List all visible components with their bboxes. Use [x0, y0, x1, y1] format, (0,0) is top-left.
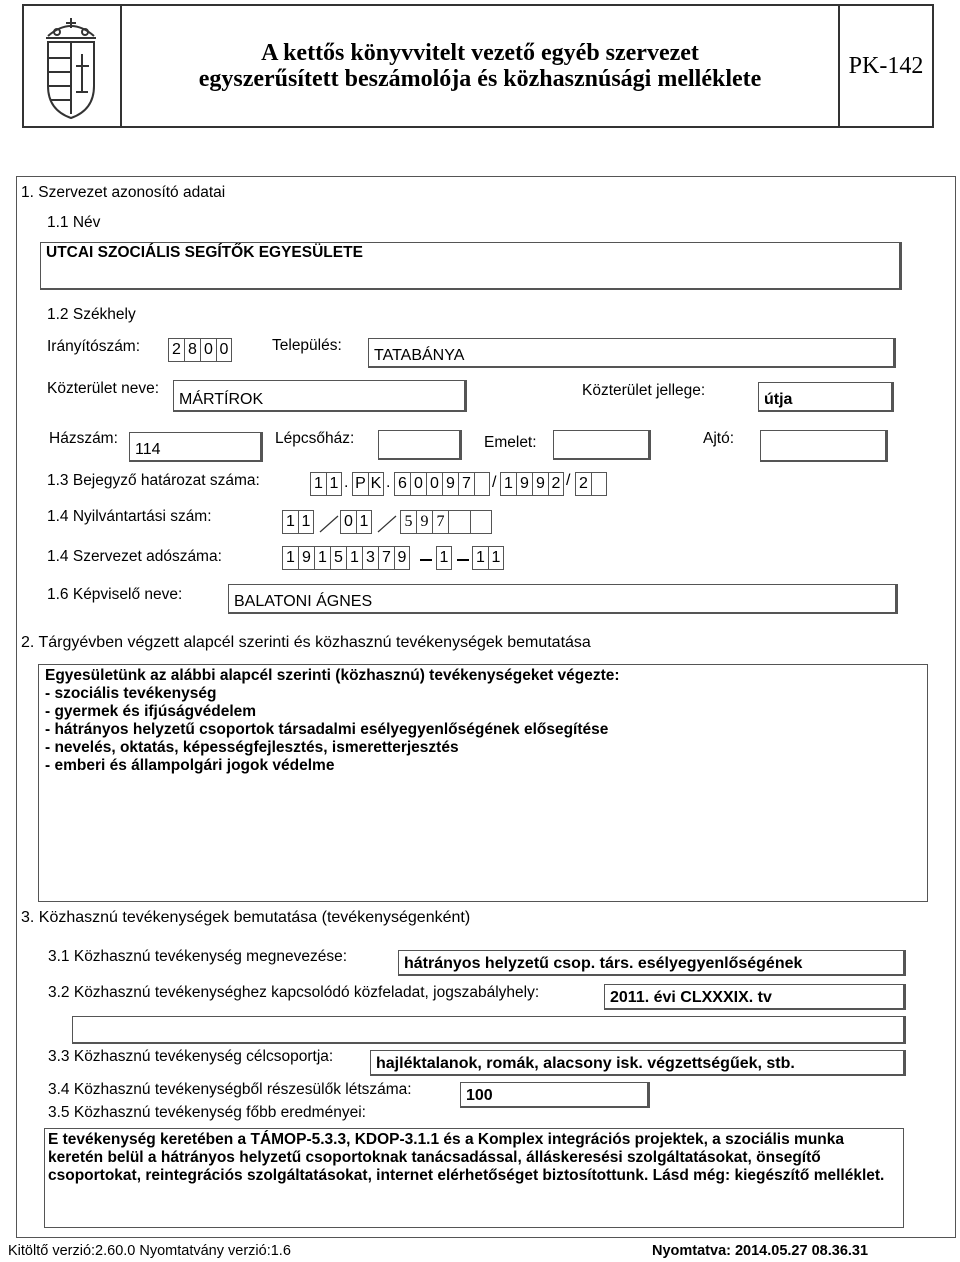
house-number-field[interactable]: 114 [129, 432, 263, 462]
tax-digit[interactable]: 5 [330, 546, 346, 570]
activity-name-label: 3.1 Közhasznú tevékenység megnevezése: [48, 948, 347, 965]
target-group-field[interactable]: hajléktalanok, romák, alacsony isk. végzettségűek, stb. [370, 1050, 906, 1076]
activities-line: - gyermek és ifjúságvédelem [45, 703, 257, 720]
house-number-label: Házszám: [49, 430, 118, 447]
coat-of-arms-logo [24, 6, 122, 126]
zip-digit[interactable]: 0 [200, 338, 216, 362]
reg-char[interactable]: P [352, 472, 368, 496]
activities-line: - emberi és állampolgári jogok védelme [45, 757, 335, 774]
reg-digit[interactable]: 9 [442, 472, 458, 496]
activities-line: - szociális tevékenység [45, 685, 217, 702]
representative-field[interactable]: BALATONI ÁGNES [228, 584, 898, 614]
door-label: Ajtó: [703, 430, 735, 447]
city-field[interactable]: TATABÁNYA [368, 338, 896, 368]
name-field[interactable]: UTCAI SZOCIÁLIS SEGÍTŐK EGYESÜLETE [40, 242, 902, 290]
records-part-a[interactable] [282, 510, 314, 534]
beneficiaries-count-label: 3.4 Közhasznú tevékenységből részesülők létszáma: [48, 1081, 412, 1098]
floor-label: Emelet: [484, 434, 537, 451]
main-results-label: 3.5 Közhasznú tevékenység főbb eredményei: [48, 1104, 366, 1121]
reg-separator: . [344, 474, 349, 491]
zip-digit[interactable]: 2 [168, 338, 184, 362]
reg-char[interactable]: K [368, 472, 384, 496]
records-part-b[interactable] [340, 510, 372, 534]
form-title [122, 6, 840, 126]
footer-print-date: Nyomtatva: 2014.05.27 08.36.31 [652, 1243, 869, 1259]
zip-digit[interactable]: 0 [216, 338, 232, 362]
records-slash-icon [376, 508, 398, 536]
records-digit[interactable]: 0 [340, 510, 356, 534]
name-label: 1.1 Név [47, 214, 101, 231]
reg-digit[interactable]: 1 [310, 472, 326, 496]
reg-digit[interactable]: 2 [548, 472, 564, 496]
tax-part-c[interactable] [472, 546, 504, 570]
reg-digit[interactable]: 1 [500, 472, 516, 496]
records-digit[interactable]: 7 [432, 510, 448, 534]
records-digit[interactable]: 1 [298, 510, 314, 534]
form-header [22, 4, 934, 128]
activities-line: Egyesületünk az alábbi alapcél szerinti (közhasznú) tevékenységeket végezte: [45, 667, 620, 684]
reg-part-d[interactable] [500, 472, 564, 496]
tax-part-a[interactable] [282, 546, 410, 570]
reg-digit[interactable]: 0 [426, 472, 442, 496]
reg-digit[interactable]: 6 [394, 472, 410, 496]
reg-slash: / [492, 474, 497, 491]
tax-part-b[interactable] [436, 546, 452, 570]
reg-part-a[interactable] [310, 472, 342, 496]
form-code: PK-142 [848, 52, 924, 79]
seat-label: 1.2 Székhely [47, 306, 136, 323]
tax-digit[interactable]: 1 [346, 546, 362, 570]
section2-heading: 2. Tárgyévben végzett alapcél szerinti és közhasznú tevékenységek bemutatása [21, 634, 591, 651]
records-digit[interactable]: 1 [356, 510, 372, 534]
coat-of-arms-icon [24, 6, 118, 124]
activities-line: - nevelés, oktatás, képességfejlesztés, ismeretterjesztés [45, 739, 459, 756]
tax-digit[interactable]: 3 [362, 546, 378, 570]
tax-dash [420, 559, 432, 561]
staircase-label: Lépcsőház: [275, 430, 355, 447]
public-task-field-continued[interactable] [72, 1016, 906, 1044]
reg-digit[interactable]: 7 [458, 472, 474, 496]
tax-dash [457, 559, 469, 561]
street-type-field[interactable]: útja [758, 382, 894, 412]
zip-digit[interactable]: 8 [184, 338, 200, 362]
zip-label: Irányítószám: [47, 338, 141, 355]
reg-part-e[interactable] [575, 472, 607, 496]
street-label: Közterület neve: [47, 380, 160, 397]
target-group-label: 3.3 Közhasznú tevékenység célcsoportja: [48, 1048, 334, 1065]
reg-part-b[interactable] [352, 472, 384, 496]
activities-line: - hátrányos helyzetű csoportok társadalmi esélyegyenlőségének elősegítése [45, 721, 609, 738]
reg-digit[interactable]: 9 [516, 472, 532, 496]
reg-digit[interactable]: 2 [575, 472, 591, 496]
tax-digit[interactable]: 1 [282, 546, 298, 570]
city-label: Település: [272, 337, 342, 354]
door-field[interactable] [760, 430, 888, 462]
section3-heading: 3. Közhasznú tevékenységek bemutatása (tevékenységenként) [21, 909, 471, 926]
records-digit[interactable]: 1 [282, 510, 298, 534]
form-title-line1: A kettős könyvvitelt vezető egyéb szervezet [261, 40, 699, 66]
reg-digit[interactable]: 9 [532, 472, 548, 496]
reg-digit-empty[interactable] [474, 472, 490, 496]
records-number-label: 1.4 Nyilvántartási szám: [47, 508, 212, 525]
section1-heading: 1. Szervezet azonosító adatai [21, 184, 226, 201]
activity-name-field[interactable]: hátrányos helyzetű csop. társ. esélyegyenlőségének [398, 950, 906, 976]
reg-digit[interactable]: 1 [326, 472, 342, 496]
public-task-field[interactable]: 2011. évi CLXXXIX. tv [604, 984, 906, 1010]
zip-code-field[interactable] [168, 338, 232, 362]
registration-decision-label: 1.3 Bejegyző határozat száma: [47, 472, 260, 489]
form-title-line2: egyszerűsített beszámolója és közhasznúsági melléklete [198, 66, 762, 92]
street-type-label: Közterület jellege: [582, 382, 706, 399]
records-digit-empty[interactable] [448, 510, 470, 534]
street-field[interactable]: MÁRTÍROK [173, 380, 467, 412]
activities-text-area[interactable] [38, 664, 928, 902]
tax-number-label: 1.4 Szervezet adószáma: [47, 548, 222, 565]
reg-digit[interactable]: 0 [410, 472, 426, 496]
beneficiaries-count-field[interactable]: 100 [460, 1082, 650, 1108]
records-digit[interactable]: 9 [416, 510, 432, 534]
tax-digit[interactable]: 1 [314, 546, 330, 570]
records-slash-icon [318, 508, 340, 536]
tax-digit[interactable]: 9 [298, 546, 314, 570]
records-part-c[interactable] [400, 510, 492, 534]
tax-digit[interactable]: 7 [378, 546, 394, 570]
tax-digit[interactable]: 1 [436, 546, 452, 570]
staircase-field[interactable] [378, 430, 462, 460]
representative-label: 1.6 Képviselő neve: [47, 586, 183, 603]
tax-digit[interactable]: 1 [472, 546, 488, 570]
reg-digit-empty[interactable] [591, 472, 607, 496]
reg-slash: / [566, 472, 571, 489]
public-task-label: 3.2 Közhasznú tevékenységhez kapcsolódó közfeladat, jogszabályhely: [48, 984, 540, 1001]
records-digit[interactable]: 5 [400, 510, 416, 534]
floor-field[interactable] [553, 430, 651, 460]
tax-digit[interactable]: 9 [394, 546, 410, 570]
reg-separator: . [386, 474, 391, 491]
reg-part-c[interactable] [394, 472, 490, 496]
main-results-text-area[interactable]: E tevékenység keretében a TÁMOP-5.3.3, KDOP-3.1.1 és a Komplex integrációs projektek, a szociális munka keretén belül a hátrányos helyzetű csoportoknak tanácsadással, álláskeresési szolgáltatásokat, önsegítő csoportokat, reintegrációs szolgáltatásokat, internet elérhetőséget biztosítottunk. Lásd még: kiegészítő melléklet. [44, 1128, 904, 1228]
footer-version: Kitöltő verzió:2.60.0 Nyomtatvány verzió:1.6 [8, 1243, 291, 1259]
records-digit-empty[interactable] [470, 510, 492, 534]
tax-digit[interactable]: 1 [488, 546, 504, 570]
